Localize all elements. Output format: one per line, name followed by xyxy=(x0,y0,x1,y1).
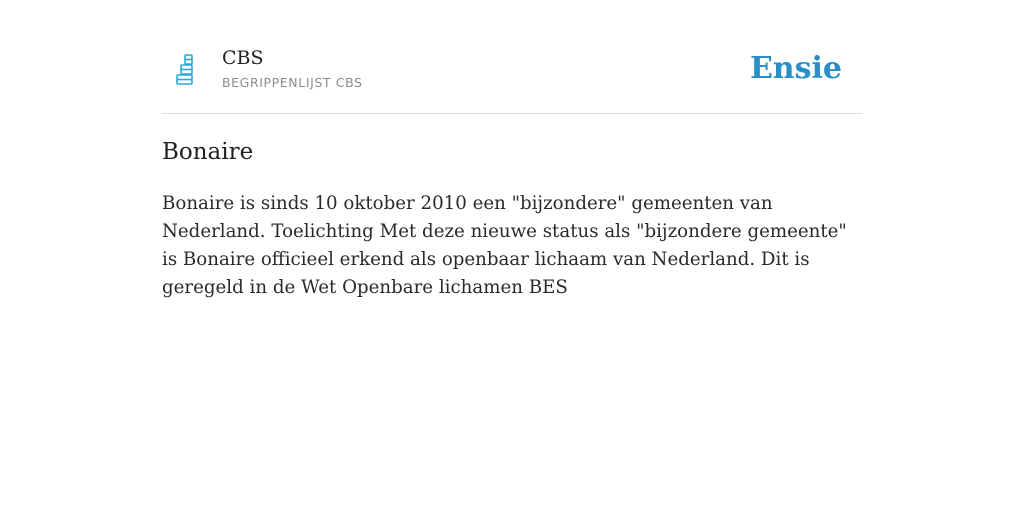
definition-text: Bonaire is sinds 10 oktober 2010 een "bijzondere" gemeenten van Nederland. Toelichting Met deze nieuwe status als "bijzondere gemeente" is Bonaire officieel erkend als openbaar lichaam van Nederland. Dit is geregeld in de Wet Openbare lichamen BES xyxy=(162,193,847,298)
source-name[interactable]: CBS xyxy=(222,47,264,69)
cbs-logo-icon[interactable] xyxy=(172,53,200,87)
source-subtitle[interactable]: BEGRIPPENLIJST CBS xyxy=(222,75,363,90)
page-container xyxy=(162,0,862,298)
term-title: Bonaire xyxy=(162,139,254,165)
header xyxy=(162,0,862,114)
ensie-logo[interactable]: Ensie xyxy=(749,51,842,86)
